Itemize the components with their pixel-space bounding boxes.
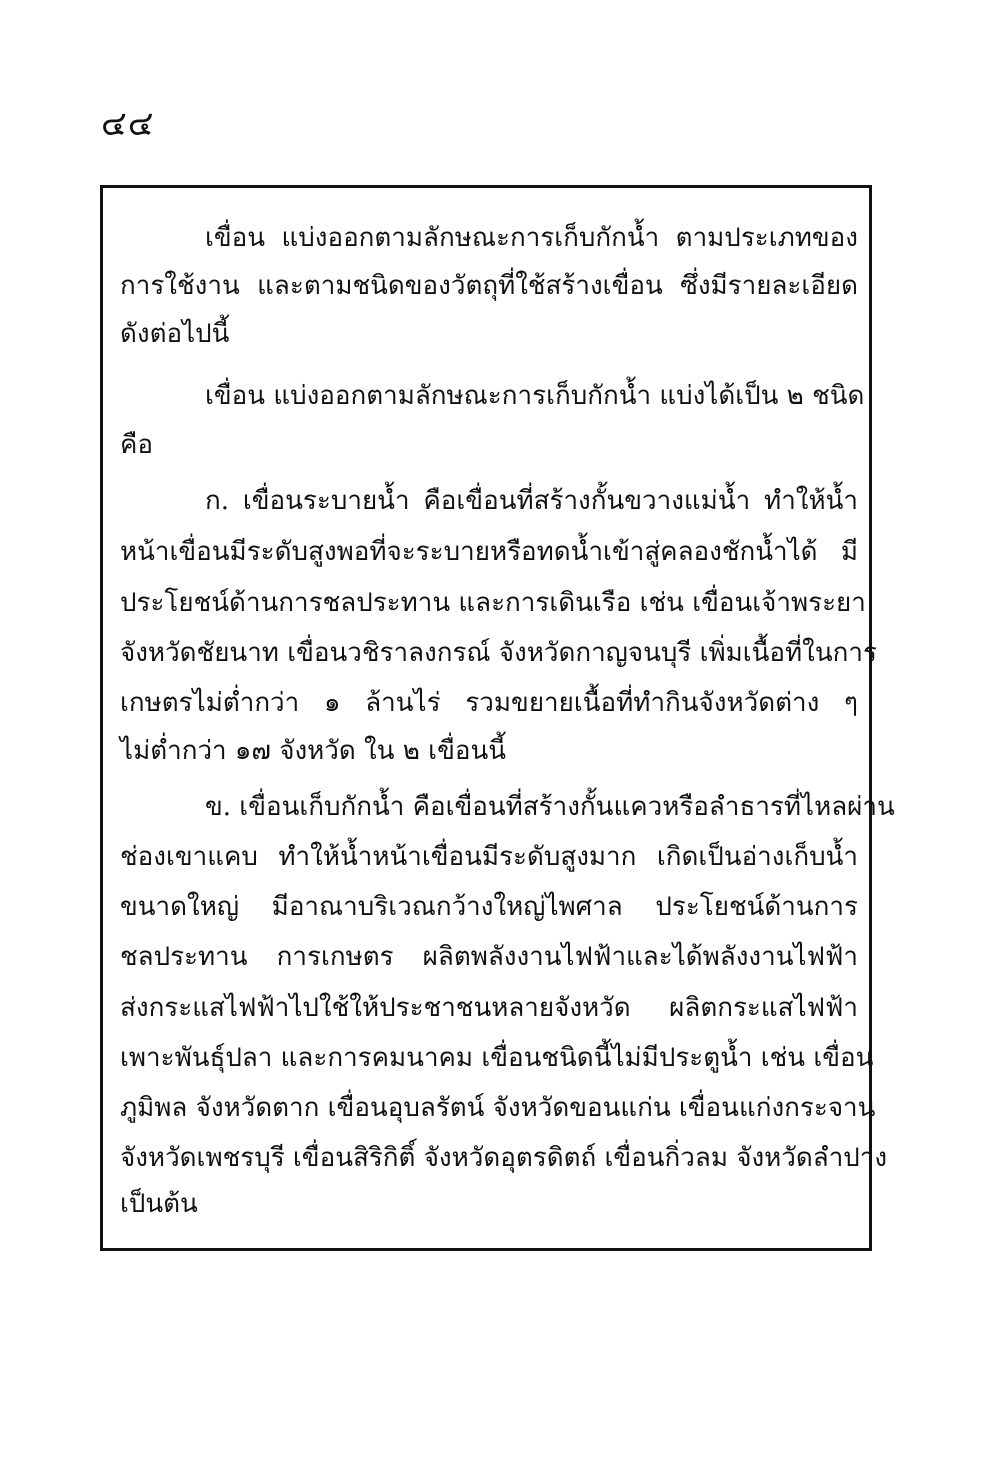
paragraph-4-line-9: เป็นต้น: [120, 1189, 198, 1219]
paragraph-1-line-3: ดังต่อไปนี้: [120, 319, 230, 349]
paragraph-4-line-2: ช่องเขาแคบ ทำให้น้ำหน้าเขื่อนมีระดับสูงมาก เกิดเป็นอ่างเก็บน้ำ: [120, 842, 858, 872]
paragraph-4-line-4: ชลประทาน การเกษตร ผลิตพลังงานไฟฟ้าและได้พลังงานไฟฟ้า: [120, 942, 858, 972]
paragraph-3-line-3: ประโยชน์ด้านการชลประทาน และการเดินเรือ เช่น เขื่อนเจ้าพระยา: [120, 588, 866, 618]
paragraph-2-line-1: เขื่อน แบ่งออกตามลักษณะการเก็บกักน้ำ แบ่งได้เป็น ๒ ชนิด: [205, 381, 865, 411]
paragraph-3-line-4: จังหวัดชัยนาท เขื่อนวชิราลงกรณ์ จังหวัดกาญจนบุรี เพิ่มเนื้อที่ในการ: [120, 638, 877, 668]
paragraph-4-line-7: ภูมิพล จังหวัดตาก เขื่อนอุบลรัตน์ จังหวัดขอนแก่น เขื่อนแก่งกระจาน: [120, 1093, 876, 1123]
page-number: ๔๔: [101, 104, 155, 144]
paragraph-4-line-1: ข. เขื่อนเก็บกักน้ำ คือเขื่อนที่สร้างกั้นแควหรือลำธารที่ไหลผ่าน: [205, 792, 895, 822]
paragraph-3-line-2: หน้าเขื่อนมีระดับสูงพอที่จะระบายหรือทดน้ำเข้าสู่คลองชักน้ำได้ มี: [120, 537, 858, 567]
paragraph-3-line-5: เกษตรไม่ต่ำกว่า ๑ ล้านไร่ รวมขยายเนื้อที่ทำกินจังหวัดต่าง ๆ: [120, 688, 858, 718]
paragraph-4-line-5: ส่งกระแสไฟฟ้าไปใช้ให้ประชาชนหลายจังหวัด ผลิตกระแสไฟฟ้า: [120, 993, 858, 1023]
paragraph-4-line-6: เพาะพันธุ์ปลา และการคมนาคม เขื่อนชนิดนี้ไม่มีประตูน้ำ เช่น เขื่อน: [120, 1043, 874, 1073]
paragraph-2-line-2: คือ: [120, 430, 154, 460]
paragraph-4-line-8: จังหวัดเพชรบุรี เขื่อนสิริกิติ์ จังหวัดอุตรดิตถ์ เขื่อนกิ่วลม จังหวัดลำปาง: [120, 1143, 888, 1173]
paragraph-1-line-2: การใช้งาน และตามชนิดของวัตถุที่ใช้สร้างเขื่อน ซึ่งมีรายละเอียด: [120, 271, 858, 301]
paragraph-3-line-6: ไม่ต่ำกว่า ๑๗ จังหวัด ใน ๒ เขื่อนนี้: [120, 736, 507, 766]
paragraph-3-line-1: ก. เขื่อนระบายน้ำ คือเขื่อนที่สร้างกั้นขวางแม่น้ำ ทำให้น้ำ: [205, 486, 858, 516]
paragraph-1-line-1: เขื่อน แบ่งออกตามลักษณะการเก็บกักน้ำ ตามประเภทของ: [205, 223, 858, 253]
content-box: [100, 185, 895, 1251]
paragraph-4-line-3: ขนาดใหญ่ มีอาณาบริเวณกว้างใหญ่ไพศาล ประโยชน์ด้านการ: [120, 892, 858, 922]
